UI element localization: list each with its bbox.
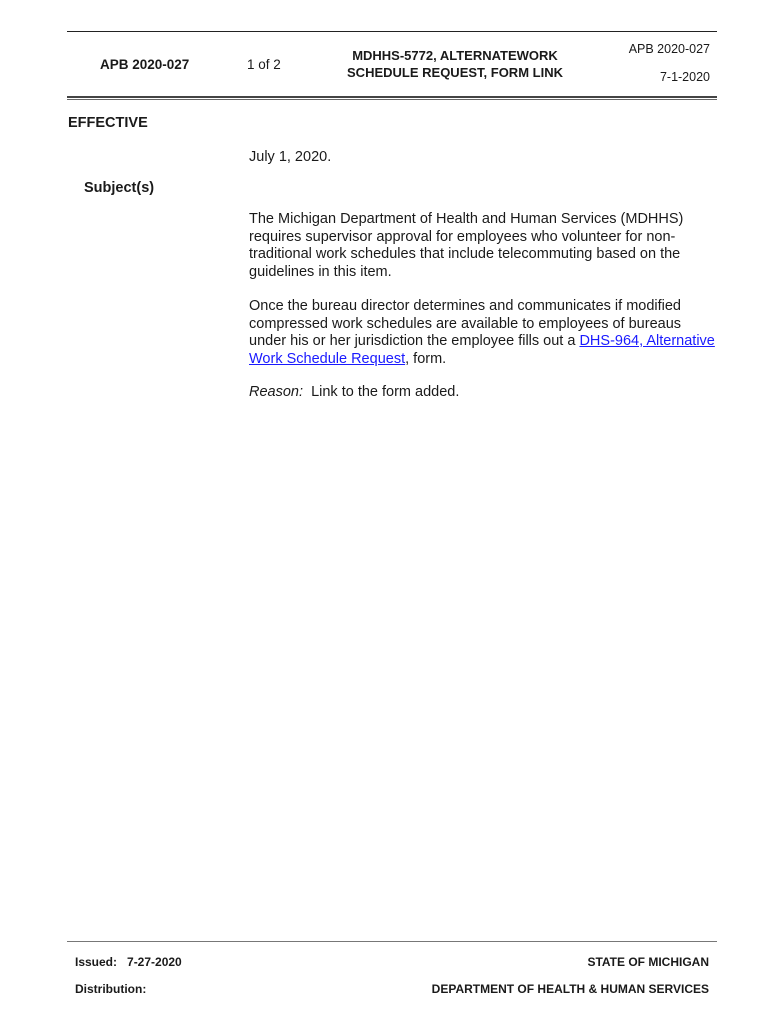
paragraph-1: The Michigan Department of Health and Human Services (MDHHS) requires supervisor approval for employees who volunteer for non-traditional work schedules that include telecommuting based on the guidelines in this item.: [249, 211, 684, 280]
page-indicator: 1 of 2: [247, 57, 281, 72]
reason-label: Reason:: [249, 384, 304, 400]
dhs-964-form-link[interactable]: DHS-964, Alternative Work Schedule Request: [249, 333, 715, 367]
paragraph-2: [249, 298, 719, 368]
reason-text: Link to the form added.: [303, 384, 460, 400]
department-name: DEPARTMENT OF HEALTH & HUMAN SERVICES: [431, 982, 709, 996]
header-double-rule-top: [67, 96, 717, 98]
title-line-2: SCHEDULE REQUEST, FORM LINK: [347, 65, 563, 80]
paragraph-2-text: Once the bureau director determines and communicates if modified compressed work schedules are available to employees of bureaus under his or her jurisdiction the employee fills out a: [249, 298, 682, 349]
distribution-label: Distribution:: [75, 982, 147, 996]
title-line-1: MDHHS-5772, ALTERNATEWORK: [352, 48, 558, 63]
issued-date: Issued: 7-27-2020: [75, 955, 182, 969]
paragraph-2-tail: , form.: [405, 350, 447, 367]
header-right-date: 7-1-2020: [659, 70, 710, 84]
state-name: STATE OF MICHIGAN: [587, 955, 709, 969]
header-double-rule-bottom: [67, 99, 717, 100]
header-right-id: APB 2020-027: [628, 42, 710, 56]
effective-label: EFFECTIVE: [68, 115, 148, 131]
header-top-rule: [67, 31, 717, 32]
subjects-label: Subject(s): [84, 180, 155, 196]
effective-date: July 1, 2020.: [249, 149, 332, 165]
bulletin-id: APB 2020-027: [100, 57, 190, 72]
reason-line: [249, 384, 719, 402]
document-title: [300, 47, 610, 81]
footer-rule: [67, 941, 717, 942]
